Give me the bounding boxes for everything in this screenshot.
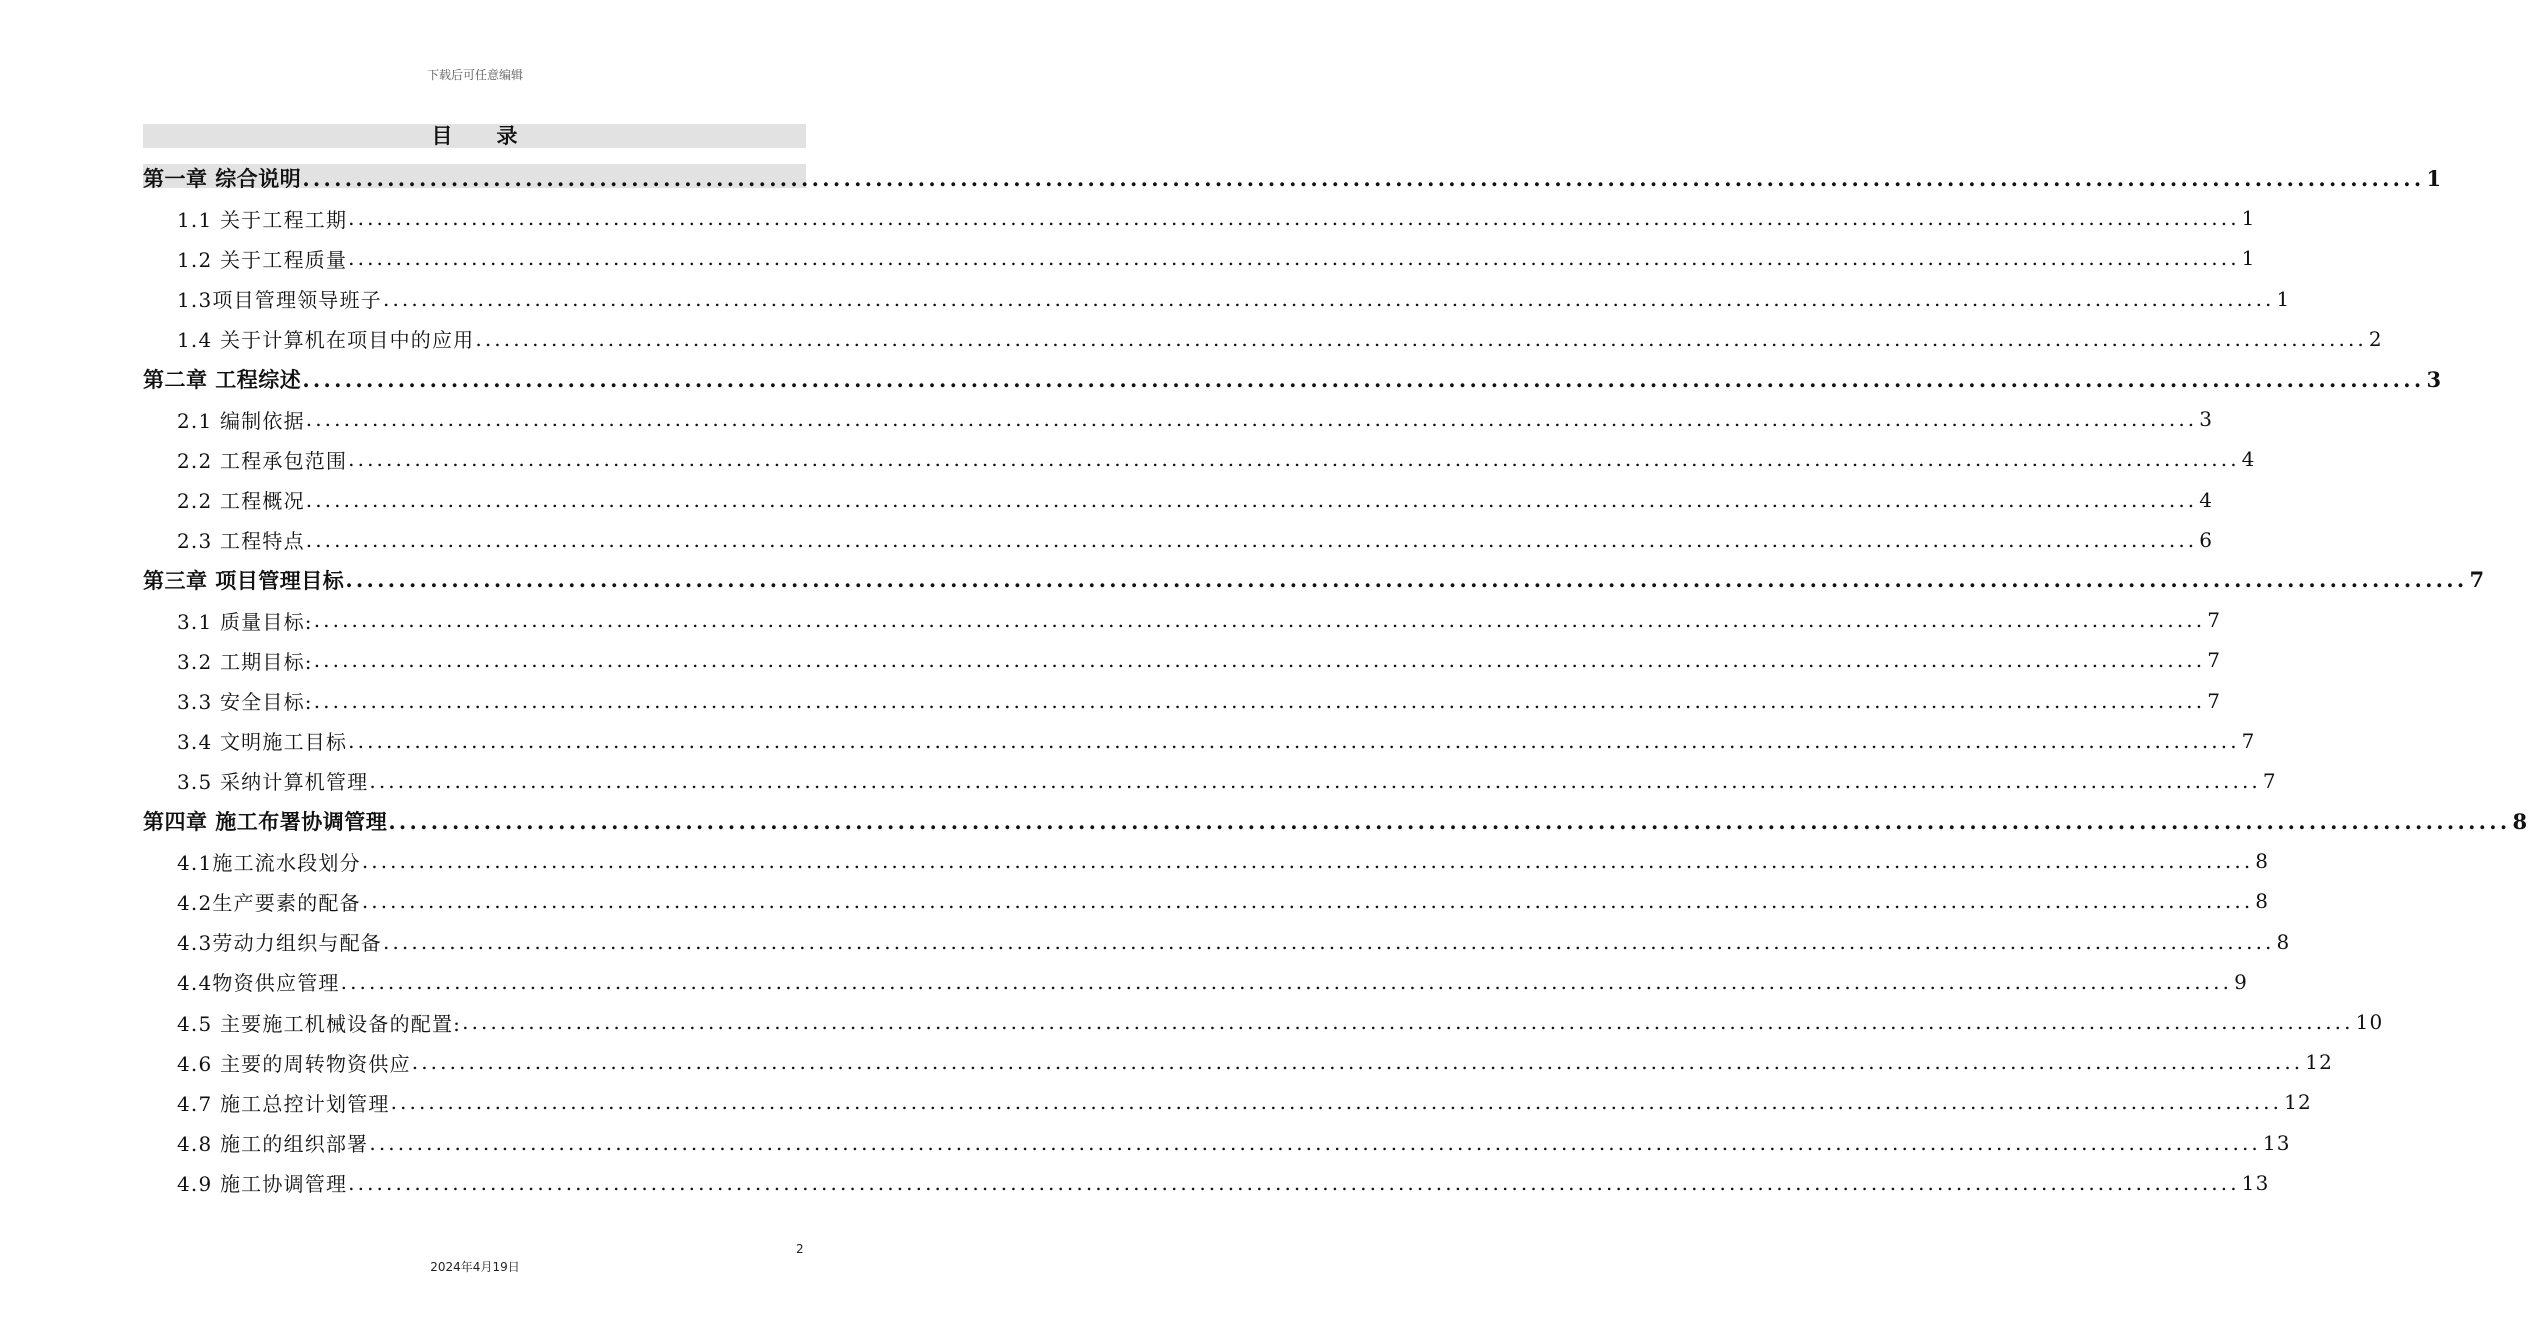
toc-section-entry[interactable] xyxy=(143,520,2214,560)
toc-leader-dots: ........................................................................................................................................................................................................ xyxy=(383,286,2275,311)
toc-section-entry[interactable] xyxy=(143,480,2214,520)
toc-section-entry[interactable] xyxy=(143,761,2277,801)
toc-leader-dots: ........................................................................................................................................................................................................ xyxy=(348,206,2240,231)
toc-chapter-entry[interactable] xyxy=(143,359,2442,399)
toc-leader-dots: ........................................................................................................................................................................................................ xyxy=(340,969,2233,994)
toc-leader-dots: ........................................................................................................................................................................................................ xyxy=(348,246,2240,271)
toc-entry-page: 8 xyxy=(2255,849,2270,874)
toc-section-entry[interactable] xyxy=(143,1082,2312,1122)
toc-leader-dots: ........................................................................................................................................................................................................ xyxy=(345,567,2468,593)
toc-entry-page: 2 xyxy=(2368,326,2383,351)
toc-entry-label: 4.1施工流水段划分 xyxy=(177,850,361,875)
toc-entry-page: 7 xyxy=(2207,608,2222,633)
toc-entry-label: 第四章 施工布署协调管理 xyxy=(143,809,388,835)
toc-section-entry[interactable] xyxy=(143,1002,2384,1042)
toc-leader-dots: ........................................................................................................................................................................................................ xyxy=(388,808,2511,834)
toc-entry-page: 1 xyxy=(2241,206,2256,231)
toc-leader-dots: ........................................................................................................................................................................................................ xyxy=(411,1050,2304,1075)
toc-section-entry[interactable] xyxy=(143,680,2222,720)
toc-entry-page: 7 xyxy=(2262,768,2277,793)
toc-entry-label: 2.3 工程特点 xyxy=(177,529,305,554)
toc-entry-label: 第一章 综合说明 xyxy=(143,166,302,192)
toc-leader-dots: ........................................................................................................................................................................................................ xyxy=(361,849,2254,874)
toc-entry-page: 8 xyxy=(2255,889,2270,914)
toc-section-entry[interactable] xyxy=(143,922,2291,962)
toc-section-entry[interactable] xyxy=(143,238,2256,278)
toc-entry-page: 7 xyxy=(2207,648,2222,673)
page-number: 2 xyxy=(796,1242,804,1256)
toc-entry-page: 1 xyxy=(2276,286,2291,311)
toc-entry-label: 1.3项目管理领导班子 xyxy=(177,288,383,313)
toc-section-entry[interactable] xyxy=(143,881,2270,921)
toc-section-entry[interactable] xyxy=(143,439,2256,479)
toc-chapter-entry[interactable] xyxy=(143,560,2485,600)
toc-entry-page: 4 xyxy=(2241,447,2256,472)
toc-entry-page: 9 xyxy=(2234,969,2249,994)
toc-leader-dots: ........................................................................................................................................................................................................ xyxy=(305,487,2198,512)
toc-entry-page: 7 xyxy=(2469,567,2485,593)
toc-entry-label: 3.1 质量目标: xyxy=(177,609,313,634)
toc-leader-dots: ........................................................................................................................................................................................................ xyxy=(383,929,2275,954)
toc-entry-label: 第三章 项目管理目标 xyxy=(143,567,345,593)
toc-entry-label: 2.2 工程概况 xyxy=(177,489,305,514)
toc-entry-label: 3.2 工期目标: xyxy=(177,649,313,674)
toc-section-entry[interactable] xyxy=(143,721,2256,761)
toc-chapter-entry[interactable] xyxy=(143,158,2442,198)
toc-section-entry[interactable] xyxy=(143,279,2291,319)
toc-entry-label: 4.2生产要素的配备 xyxy=(177,890,361,915)
table-of-contents xyxy=(143,158,2528,1203)
toc-section-entry[interactable] xyxy=(143,399,2214,439)
toc-entry-page: 12 xyxy=(2284,1090,2312,1115)
toc-entry-label: 4.9 施工协调管理 xyxy=(177,1172,348,1197)
toc-entry-page: 10 xyxy=(2355,1010,2384,1035)
toc-leader-dots: ........................................................................................................................................................................................................ xyxy=(305,407,2198,432)
toc-section-entry[interactable] xyxy=(143,962,2249,1002)
toc-entry-label: 3.3 安全目标: xyxy=(177,690,313,715)
toc-entry-page: 12 xyxy=(2305,1050,2334,1075)
toc-entry-page: 7 xyxy=(2241,728,2256,753)
footer-date: 2024年4月19日 xyxy=(430,1260,520,1274)
toc-entry-page: 13 xyxy=(2241,1170,2270,1195)
toc-leader-dots: ........................................................................................................................................................................................................ xyxy=(313,648,2206,673)
toc-section-entry[interactable] xyxy=(143,600,2222,640)
toc-chapter-entry[interactable] xyxy=(143,801,2528,841)
toc-entry-label: 1.4 关于计算机在项目中的应用 xyxy=(177,328,475,353)
toc-leader-dots: ........................................................................................................................................................................................................ xyxy=(369,768,2261,793)
toc-title xyxy=(143,124,806,148)
toc-entry-label: 4.6 主要的周转物资供应 xyxy=(177,1051,411,1076)
toc-leader-dots: ........................................................................................................................................................................................................ xyxy=(348,447,2240,472)
toc-entry-page: 3 xyxy=(2426,366,2442,392)
toc-leader-dots: ........................................................................................................................................................................................................ xyxy=(313,608,2206,633)
toc-leader-dots: ........................................................................................................................................................................................................ xyxy=(348,1170,2240,1195)
toc-entry-label: 2.1 编制依据 xyxy=(177,408,305,433)
toc-section-entry[interactable] xyxy=(143,640,2222,680)
toc-entry-page: 6 xyxy=(2199,527,2214,552)
toc-entry-page: 13 xyxy=(2262,1130,2291,1155)
toc-entry-label: 4.4物资供应管理 xyxy=(177,971,340,996)
page-header: 下载后可任意编辑 xyxy=(426,68,523,82)
toc-entry-page: 7 xyxy=(2207,688,2222,713)
toc-leader-dots: ........................................................................................................................................................................................................ xyxy=(302,366,2425,392)
toc-leader-dots: ........................................................................................................................................................................................................ xyxy=(361,889,2254,914)
toc-section-entry[interactable] xyxy=(143,198,2256,238)
toc-leader-dots: ........................................................................................................................................................................................................ xyxy=(462,1010,2354,1035)
toc-entry-label: 4.7 施工总控计划管理 xyxy=(177,1091,390,1116)
toc-leader-dots: ........................................................................................................................................................................................................ xyxy=(475,326,2367,351)
toc-entry-label: 4.8 施工的组织部署 xyxy=(177,1132,369,1157)
toc-entry-page: 8 xyxy=(2512,808,2528,834)
toc-leader-dots: ........................................................................................................................................................................................................ xyxy=(369,1130,2261,1155)
toc-section-entry[interactable] xyxy=(143,319,2383,359)
toc-entry-page: 8 xyxy=(2276,929,2291,954)
toc-entry-label: 3.4 文明施工目标 xyxy=(177,730,348,755)
toc-entry-page: 3 xyxy=(2199,407,2214,432)
toc-entry-label: 4.3劳动力组织与配备 xyxy=(177,931,383,956)
toc-section-entry[interactable] xyxy=(143,1042,2334,1082)
toc-title-text: 目录 xyxy=(431,123,562,148)
toc-leader-dots: ........................................................................................................................................................................................................ xyxy=(348,728,2240,753)
toc-entry-page: 1 xyxy=(2426,165,2442,191)
toc-leader-dots: ........................................................................................................................................................................................................ xyxy=(305,527,2198,552)
toc-entry-page: 1 xyxy=(2241,246,2256,271)
toc-leader-dots: ........................................................................................................................................................................................................ xyxy=(313,688,2206,713)
toc-entry-label: 2.2 工程承包范围 xyxy=(177,448,348,473)
toc-section-entry[interactable] xyxy=(143,1123,2291,1163)
toc-section-entry[interactable] xyxy=(143,1163,2270,1203)
toc-entry-label: 1.1 关于工程工期 xyxy=(177,207,348,232)
toc-entry-label: 1.2 关于工程质量 xyxy=(177,247,348,272)
toc-section-entry[interactable] xyxy=(143,841,2270,881)
toc-leader-dots: ........................................................................................................................................................................................................ xyxy=(302,165,2425,191)
toc-leader-dots: ........................................................................................................................................................................................................ xyxy=(390,1090,2283,1115)
toc-entry-label: 3.5 采纳计算机管理 xyxy=(177,770,369,795)
toc-entry-page: 4 xyxy=(2199,487,2214,512)
toc-entry-label: 4.5 主要施工机械设备的配置: xyxy=(177,1011,462,1036)
toc-entry-label: 第二章 工程综述 xyxy=(143,367,302,393)
